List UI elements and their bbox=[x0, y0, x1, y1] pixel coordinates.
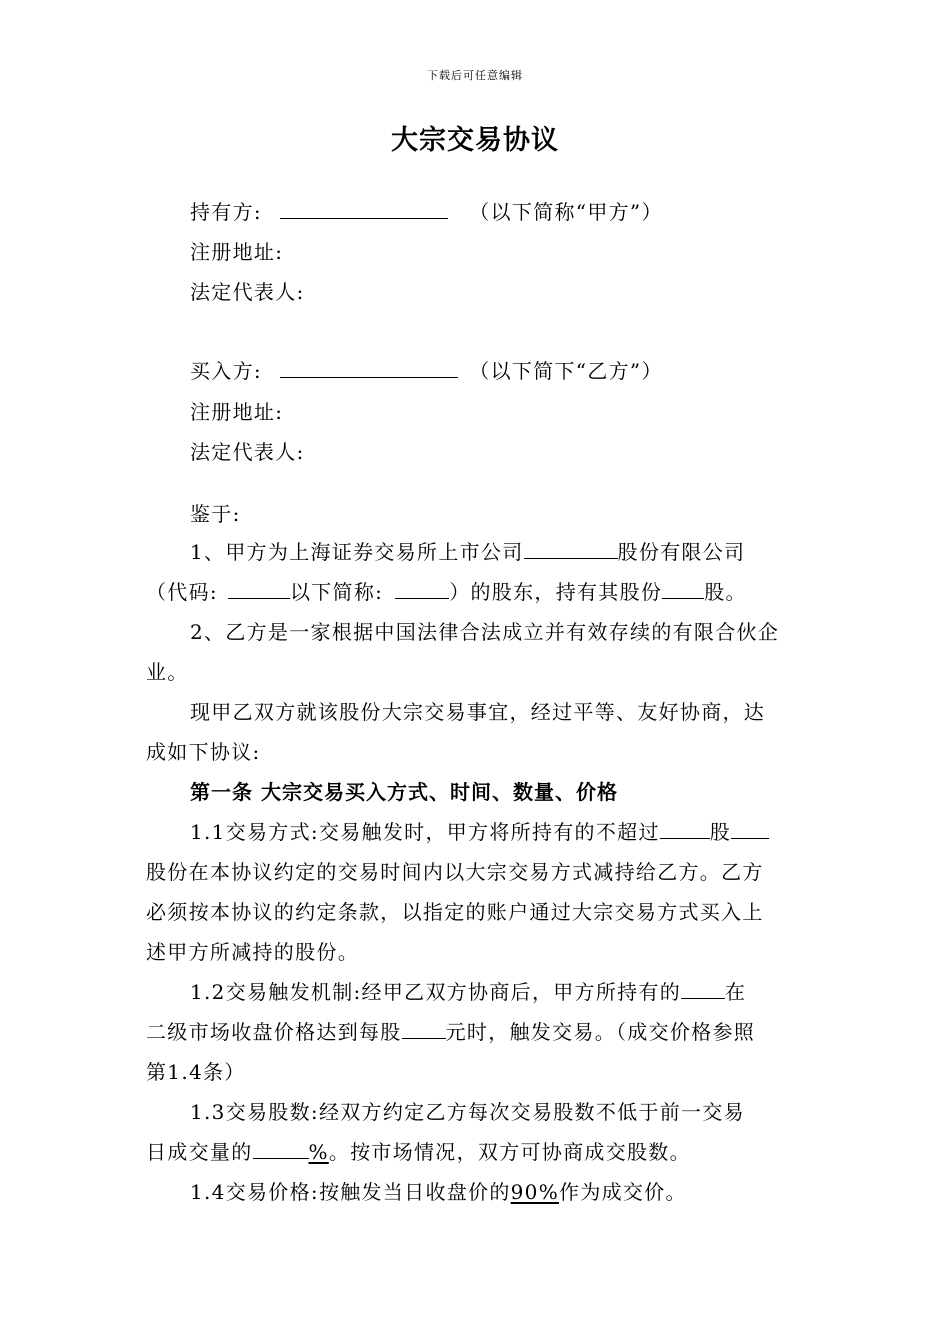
whereas-item1-code-label: （代码: bbox=[146, 580, 218, 604]
whereas-item1-short-label: 以下简称: bbox=[289, 580, 384, 604]
clause-1-2-text-d: 元时，触发交易。（成交价格参照 bbox=[445, 1020, 756, 1044]
share-count-blank bbox=[662, 578, 704, 599]
max-shares-blank bbox=[660, 818, 710, 839]
party-b-rep-label: 法定代表人: bbox=[190, 440, 305, 464]
party-b-suffix: （以下简下“乙方”） bbox=[469, 359, 663, 383]
whereas-item1-text-b: 股份有限公司 bbox=[617, 540, 746, 564]
clause-1-4-line1 bbox=[190, 1178, 687, 1206]
held-shares-blank bbox=[681, 978, 725, 999]
clause-1-1-line1 bbox=[190, 818, 769, 846]
clause-1-3-text-b: 。按市场情况，双方可协商成交股数。 bbox=[328, 1140, 691, 1164]
party-a-rep-label: 法定代表人: bbox=[190, 280, 305, 304]
volume-percent-blank bbox=[253, 1138, 309, 1159]
clause-1-2-text-c: 二级市场收盘价格达到每股 bbox=[146, 1020, 402, 1044]
party-b-address-label: 注册地址: bbox=[190, 400, 284, 424]
clause-1-4-text-b: 作为成交价。 bbox=[559, 1180, 687, 1204]
party-a-suffix: （以下简称“甲方”） bbox=[469, 200, 663, 224]
party-a-line bbox=[190, 198, 663, 226]
trigger-price-blank bbox=[402, 1018, 446, 1039]
clause-1-2-line3: 第1.4条） bbox=[146, 1060, 246, 1084]
party-b-label: 买入方: bbox=[190, 359, 262, 383]
header-note: 下载后可任意编辑 bbox=[427, 69, 523, 82]
clause-1-3-text-a: 日成交量的 bbox=[146, 1140, 253, 1164]
clause-1-2-line1 bbox=[190, 978, 746, 1006]
stock-code-blank bbox=[228, 578, 290, 599]
whereas-item1-text-f: 股。 bbox=[704, 580, 747, 604]
clause-1-4-text-a: 1.4交易价格:按触发当日收盘价的 bbox=[190, 1180, 511, 1204]
document-title: 大宗交易协议 bbox=[391, 125, 559, 156]
article1-heading: 第一条 大宗交易买入方式、时间、数量、价格 bbox=[190, 780, 618, 804]
percent-sign: % bbox=[308, 1140, 329, 1164]
clause-1-3-line1: 1.3交易股数:经双方约定乙方每次交易股数不低于前一交易 bbox=[190, 1100, 745, 1124]
price-percent: 90% bbox=[510, 1180, 560, 1204]
clause-1-2-text-a: 1.2交易触发机制:经甲乙双方协商后，甲方所持有的 bbox=[190, 980, 682, 1004]
whereas-item2-line1: 2、乙方是一家根据中国法律合法成立并有效存续的有限合伙企 bbox=[190, 620, 780, 644]
intro-line2: 成如下协议: bbox=[146, 740, 261, 764]
party-a-label: 持有方: bbox=[190, 200, 262, 224]
clause-1-2-line2 bbox=[146, 1018, 755, 1046]
party-a-address-label: 注册地址: bbox=[190, 240, 284, 264]
whereas-item1-text-a: 1、甲方为上海证券交易所上市公司 bbox=[190, 540, 524, 564]
clause-1-1-line3: 必须按本协议的约定条款，以指定的账户通过大宗交易方式买入上 bbox=[146, 900, 764, 924]
whereas-item1-line2 bbox=[146, 578, 747, 606]
share-type-blank bbox=[731, 818, 769, 839]
intro-line1: 现甲乙双方就该股份大宗交易事宜，经过平等、友好协商，达 bbox=[190, 700, 766, 724]
clause-1-1-line2: 股份在本协议约定的交易时间内以大宗交易方式减持给乙方。乙方 bbox=[146, 860, 764, 884]
party-a-name-blank bbox=[280, 198, 448, 219]
whereas-label: 鉴于: bbox=[190, 502, 241, 526]
party-b-line bbox=[190, 357, 663, 385]
clause-1-1-line4: 述甲方所减持的股份。 bbox=[146, 940, 359, 964]
party-b-name-blank bbox=[280, 357, 458, 378]
clause-1-1-text-b: 股 bbox=[709, 820, 732, 844]
clause-1-2-text-b: 在 bbox=[725, 980, 747, 1004]
whereas-item2-line2: 业。 bbox=[146, 660, 189, 684]
clause-1-3-line2 bbox=[146, 1138, 691, 1166]
short-name-blank bbox=[395, 578, 449, 599]
clause-1-1-text-a: 1.1交易方式:交易触发时，甲方将所持有的不超过 bbox=[190, 820, 660, 844]
whereas-item1-line1 bbox=[190, 538, 745, 566]
whereas-item1-text-e: ）的股东，持有其股份 bbox=[449, 580, 663, 604]
company-name-blank bbox=[524, 538, 618, 559]
